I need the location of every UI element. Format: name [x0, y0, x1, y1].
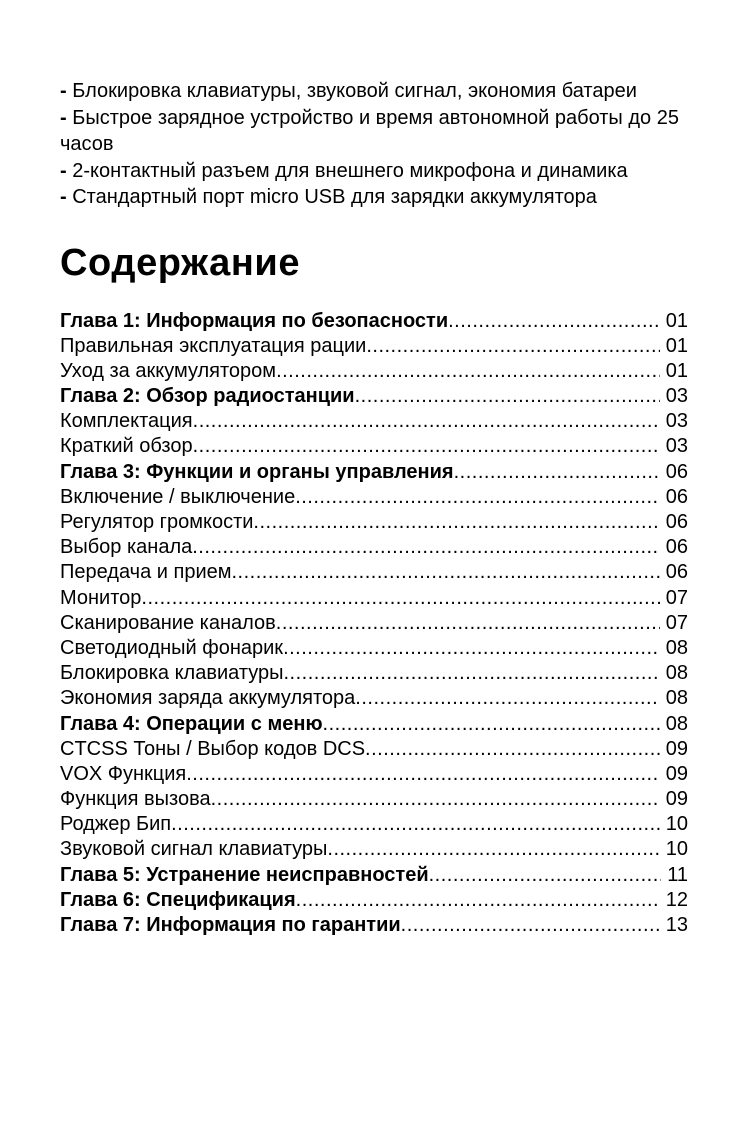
toc-entry-title: Включение / выключение [60, 485, 296, 508]
toc-page-number: 12 [665, 888, 688, 911]
toc-dot-leader [276, 359, 660, 384]
feature-item [60, 158, 688, 185]
toc-page-number: 06 [665, 485, 688, 508]
toc-entry-title: Передача и прием [60, 561, 232, 584]
toc-row [60, 812, 688, 837]
feature-text: Быстрое зарядное устройство и время автономной работы до 25 часов [60, 106, 679, 155]
toc-entry-title: Комплектация [60, 410, 193, 433]
toc-page-number: 07 [665, 611, 688, 634]
feature-dash: - [60, 80, 67, 102]
toc-dot-leader [253, 510, 659, 535]
feature-text: Блокировка клавиатуры, звуковой сигнал, экономия батареи [66, 80, 637, 102]
toc-chapter-row [60, 384, 688, 409]
toc-row [60, 535, 688, 560]
toc-chapter-row [60, 460, 688, 485]
toc-page-number: 13 [665, 914, 688, 936]
toc-page-number: 01 [665, 334, 688, 357]
toc-entry-title: Глава 5: Устранение неисправностей [60, 863, 429, 886]
toc-row [60, 586, 688, 611]
toc-dot-leader [327, 837, 659, 862]
toc-dot-leader [192, 535, 660, 560]
toc-entry-title: Роджер Бип [60, 813, 172, 836]
toc-dot-leader [365, 737, 660, 762]
toc-row [60, 434, 688, 459]
toc-entry-title: Выбор канала [60, 536, 193, 559]
toc-dot-leader [323, 712, 660, 737]
toc-page-number: 09 [665, 788, 688, 811]
toc-page-number: 07 [665, 586, 688, 609]
toc-page-number: 08 [665, 662, 688, 685]
toc-page-number: 06 [665, 536, 688, 559]
feature-item [60, 78, 688, 105]
toc-row [60, 359, 688, 384]
toc-entry-title: Глава 4: Операции с меню [60, 712, 323, 735]
toc-entry-title: Регулятор громкости [60, 511, 254, 533]
toc-page-number: 01 [665, 359, 688, 382]
feature-dash: - [60, 186, 67, 208]
toc-dot-leader [186, 762, 660, 787]
toc-row [60, 636, 688, 661]
toc-dot-leader [295, 485, 660, 510]
toc-row [60, 485, 688, 510]
toc-dot-leader [355, 384, 660, 409]
toc-dot-leader [448, 309, 660, 334]
toc-page-number: 06 [665, 511, 688, 533]
toc-entry-title: Глава 2: Обзор радиостанции [60, 385, 355, 408]
toc-entry-title: Глава 7: Информация по гарантии [60, 914, 401, 936]
toc-entry-title: Глава 6: Спецификация [60, 888, 296, 911]
toc-page-number: 06 [665, 561, 688, 584]
toc-row [60, 837, 688, 862]
toc-entry-title: Правильная эксплуатация рации [60, 334, 367, 357]
toc-dot-leader [231, 560, 659, 585]
toc-entry-title: Сканирование каналов [60, 611, 276, 634]
toc-row [60, 787, 688, 812]
feature-item [60, 105, 688, 158]
toc-entry-title: CTCSS Тоны / Выбор кодов DCS [60, 737, 366, 760]
toc-dot-leader [193, 409, 660, 434]
toc-entry-title: Глава 3: Функции и органы управления [60, 460, 454, 483]
toc-dot-leader [276, 611, 660, 636]
table-of-contents [60, 309, 688, 939]
feature-dash: - [60, 106, 67, 129]
toc-entry-title: Экономия заряда аккумулятора [60, 687, 356, 710]
toc-row [60, 334, 688, 359]
toc-row [60, 409, 688, 434]
toc-page-number: 09 [665, 762, 688, 785]
toc-row [60, 510, 688, 535]
toc-dot-leader [366, 334, 659, 359]
toc-page-number: 03 [665, 385, 688, 408]
toc-chapter-row [60, 863, 688, 888]
toc-entry-title: Монитор [60, 586, 142, 609]
toc-entry-title: Светодиодный фонарик [60, 636, 284, 659]
toc-page-number: 08 [665, 687, 688, 710]
toc-entry-title: Уход за аккумулятором [60, 359, 277, 382]
toc-row [60, 762, 688, 787]
toc-entry-title: Звуковой сигнал клавиатуры [60, 838, 328, 861]
toc-entry-title: VOX Функция [60, 762, 187, 785]
toc-page-number: 10 [665, 813, 688, 836]
page-title: Содержание [60, 241, 301, 284]
toc-chapter-row [60, 712, 688, 737]
toc-dot-leader [296, 888, 660, 913]
toc-page-number: 08 [665, 712, 688, 735]
toc-chapter-row [60, 888, 688, 913]
toc-entry-title: Краткий обзор [60, 435, 193, 458]
feature-item [60, 184, 688, 211]
feature-dash: - [60, 159, 67, 182]
toc-dot-leader [429, 863, 662, 888]
document-page [60, 78, 688, 938]
toc-chapter-row [60, 309, 688, 334]
toc-page-number: 01 [665, 309, 688, 332]
toc-page-number: 08 [665, 636, 688, 659]
toc-row [60, 560, 688, 585]
toc-row [60, 737, 688, 762]
toc-dot-leader [401, 913, 660, 938]
toc-dot-leader [193, 434, 660, 459]
toc-entry-title: Глава 1: Информация по безопасности [60, 309, 449, 332]
toc-row [60, 686, 688, 711]
toc-dot-leader [141, 586, 659, 611]
toc-page-number: 03 [665, 410, 688, 433]
toc-page-number: 10 [665, 838, 688, 861]
toc-dot-leader [171, 812, 660, 837]
toc-dot-leader [283, 636, 660, 661]
toc-row [60, 661, 688, 686]
toc-entry-title: Блокировка клавиатуры [60, 662, 284, 685]
toc-dot-leader [454, 460, 660, 485]
feature-list [60, 78, 688, 211]
toc-entry-title: Функция вызова [60, 788, 211, 811]
toc-dot-leader [284, 661, 660, 686]
toc-dot-leader [355, 686, 659, 711]
toc-row [60, 611, 688, 636]
toc-page-number: 09 [665, 737, 688, 760]
toc-page-number: 11 [667, 863, 688, 886]
toc-page-number: 06 [665, 460, 688, 483]
feature-text: Стандартный порт micro USB для зарядки аккумулятора [66, 186, 597, 208]
toc-chapter-row [60, 913, 688, 938]
feature-text: 2-контактный разъем для внешнего микрофона и динамика [66, 159, 628, 182]
toc-page-number: 03 [665, 435, 688, 458]
toc-dot-leader [211, 787, 660, 812]
